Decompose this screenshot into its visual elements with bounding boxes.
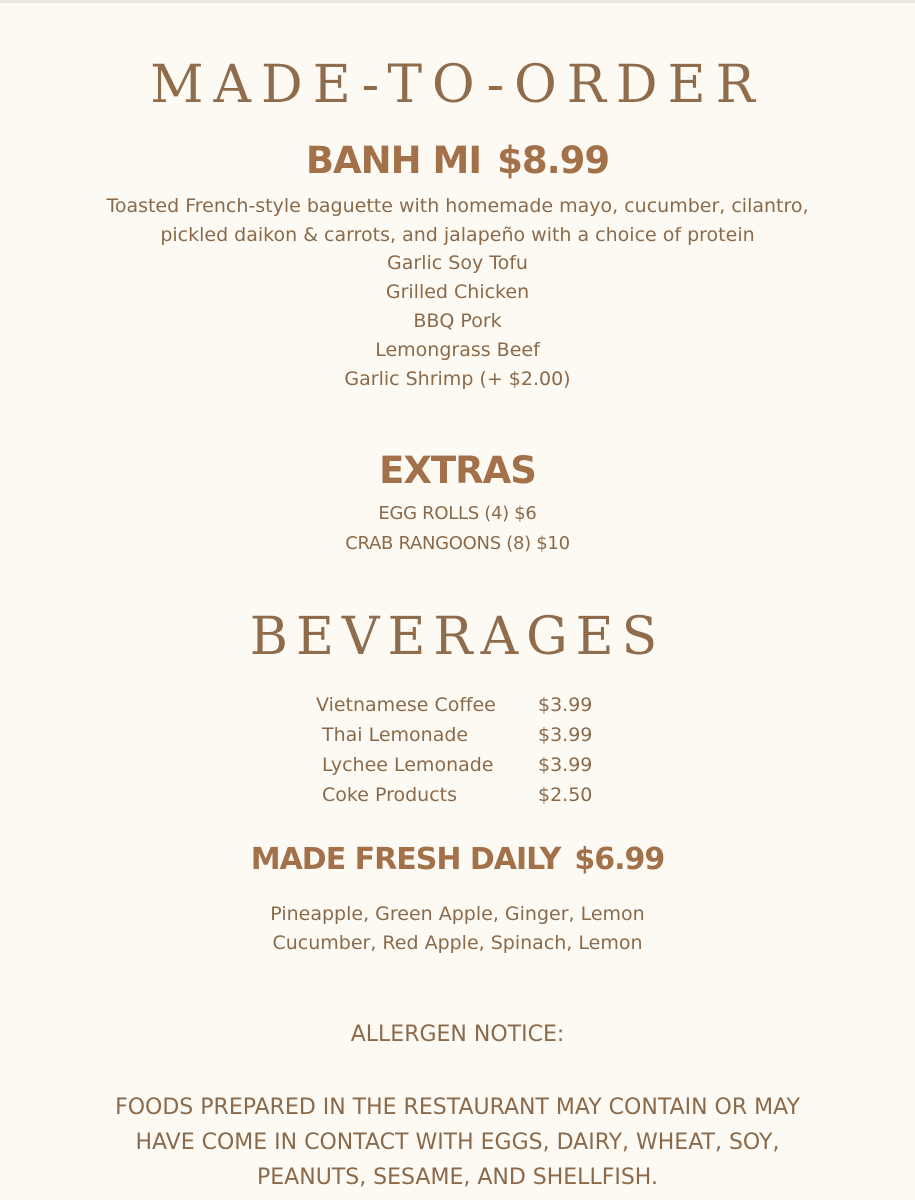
beverage-name: Coke Products: [322, 784, 457, 806]
made-fresh-daily-title: MADE FRESH DAILY: [250, 842, 561, 877]
banh-mi-price: $8.99: [497, 139, 610, 182]
banh-mi-description: [0, 192, 915, 250]
extras-heading: EXTRAS: [379, 449, 536, 492]
beverage-name: Lychee Lemonade: [322, 754, 494, 776]
allergen-line: FOODS PREPARED IN THE RESTAURANT MAY CONTAIN OR MAY: [115, 1095, 800, 1120]
banh-mi-heading: [0, 138, 915, 184]
beverage-row: [316, 690, 592, 720]
fresh-juice-item: Cucumber, Red Apple, Spinach, Lemon: [272, 932, 643, 954]
allergen-line: PEANUTS, SESAME, AND SHELLFISH.: [257, 1165, 658, 1190]
top-border: [0, 0, 915, 3]
extras-item: EGG ROLLS (4) $6: [378, 503, 537, 524]
allergen-line: HAVE COME IN CONTACT WITH EGGS, DAIRY, WHEAT, SOY,: [135, 1130, 780, 1155]
beverage-list: [316, 690, 592, 810]
protein-list: [0, 249, 915, 394]
protein-item: Garlic Soy Tofu: [387, 252, 528, 274]
made-fresh-daily-price: $6.99: [574, 842, 665, 877]
beverage-price: $2.50: [538, 784, 593, 806]
beverages-title: BEVERAGES: [249, 607, 666, 667]
allergen-notice-text: [0, 1090, 915, 1195]
extras-item: CRAB RANGOONS (8) $10: [345, 533, 570, 554]
allergen-notice-title: ALLERGEN NOTICE:: [350, 1022, 565, 1047]
protein-item: BBQ Pork: [413, 310, 502, 332]
beverage-price: $3.99: [538, 694, 593, 716]
extras-list: [0, 499, 915, 559]
description-line: Toasted French-style baguette with homemade mayo, cucumber, cilantro,: [106, 195, 809, 217]
fresh-juice-list: [0, 900, 915, 958]
banh-mi-name: BANH MI: [305, 139, 482, 182]
description-line: pickled daikon & carrots, and jalapeño with a choice of protein: [160, 224, 755, 246]
fresh-juice-item: Pineapple, Green Apple, Ginger, Lemon: [270, 903, 645, 925]
made-to-order-title: MADE-TO-ORDER: [150, 55, 765, 115]
made-fresh-daily-heading: [0, 838, 915, 882]
beverage-row: [316, 780, 592, 810]
protein-item: Garlic Shrimp (+ $2.00): [344, 368, 571, 390]
protein-item: Lemongrass Beef: [375, 339, 540, 361]
beverage-price: $3.99: [538, 754, 593, 776]
beverage-row: [316, 720, 592, 750]
protein-item: Grilled Chicken: [385, 281, 530, 303]
beverage-name: Thai Lemonade: [322, 724, 469, 746]
beverage-price: $3.99: [538, 724, 593, 746]
beverage-row: [316, 750, 592, 780]
beverage-name: Vietnamese Coffee: [316, 694, 496, 716]
